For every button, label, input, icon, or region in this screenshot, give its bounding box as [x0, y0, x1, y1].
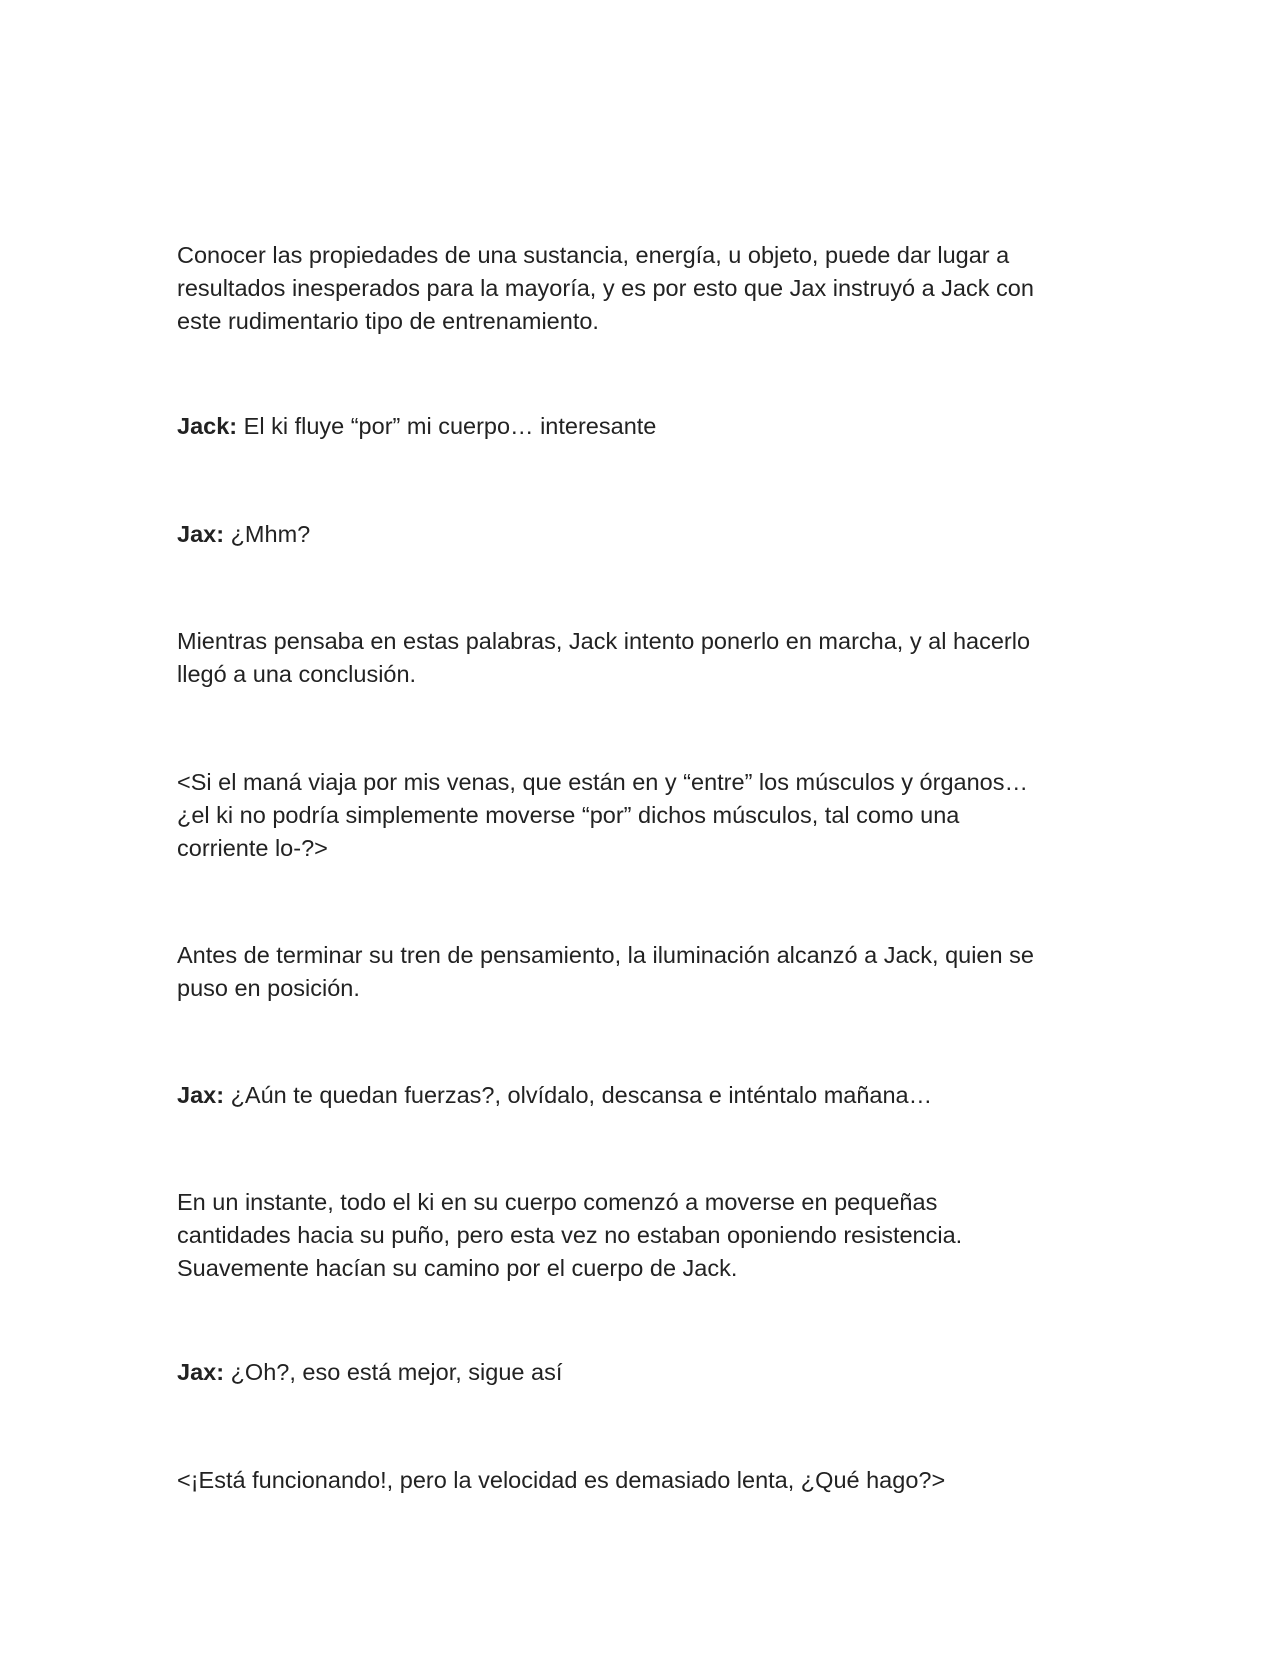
dialogue-text: ¿Mhm?	[224, 521, 311, 547]
paragraph-text: <¡Está funcionando!, pero la velocidad es demasiado lenta, ¿Qué hago?>	[177, 1467, 946, 1493]
speaker-label: Jax:	[177, 1082, 225, 1108]
dialogue-line	[177, 377, 1107, 443]
paragraph-text: <Si el maná viaja por mis venas, que están en y “entre” los músculos y órganos… ¿el ki no podría simplemente moverse “por” dichos músculos, tal como una corriente lo-?>	[177, 769, 1028, 861]
dialogue-line	[177, 485, 1107, 551]
paragraph-text: En un instante, todo el ki en su cuerpo comenzó a moverse en pequeñas cantidades hacia su puño, pero esta vez no estaban oponiendo resistencia. Suavemente hacían su camino por el cuerpo de Jack.	[177, 1189, 963, 1281]
dialogue-text: El ki fluye “por” mi cuerpo… interesante	[237, 413, 657, 439]
dialogue-text: ¿Aún te quedan fuerzas?, olvídalo, descansa e inténtalo mañana…	[224, 1082, 933, 1108]
speaker-label: Jack:	[177, 413, 238, 439]
thought-paragraph	[177, 1431, 1107, 1497]
narration-paragraph	[177, 592, 1107, 691]
paragraph-text: Conocer las propiedades de una sustancia, energía, u objeto, puede dar lugar a resultados inesperados para la mayoría, y es por esto que Jax instruyó a Jack con este rudimentario tipo de entrenamiento.	[177, 242, 1034, 334]
dialogue-line	[177, 1046, 1107, 1112]
narration-paragraph	[177, 1153, 1107, 1285]
speaker-label: Jax:	[177, 1359, 225, 1385]
narration-paragraph	[177, 206, 1107, 338]
speaker-label: Jax:	[177, 521, 225, 547]
thought-paragraph	[177, 733, 1107, 865]
narration-paragraph	[177, 906, 1107, 1005]
paragraph-text: Mientras pensaba en estas palabras, Jack intento ponerlo en marcha, y al hacerlo llegó a una conclusión.	[177, 628, 1031, 687]
paragraph-text: Antes de terminar su tren de pensamiento, la iluminación alcanzó a Jack, quien se puso en posición.	[177, 942, 1034, 1001]
dialogue-line	[177, 1323, 1107, 1389]
dialogue-text: ¿Oh?, eso está mejor, sigue así	[224, 1359, 563, 1385]
